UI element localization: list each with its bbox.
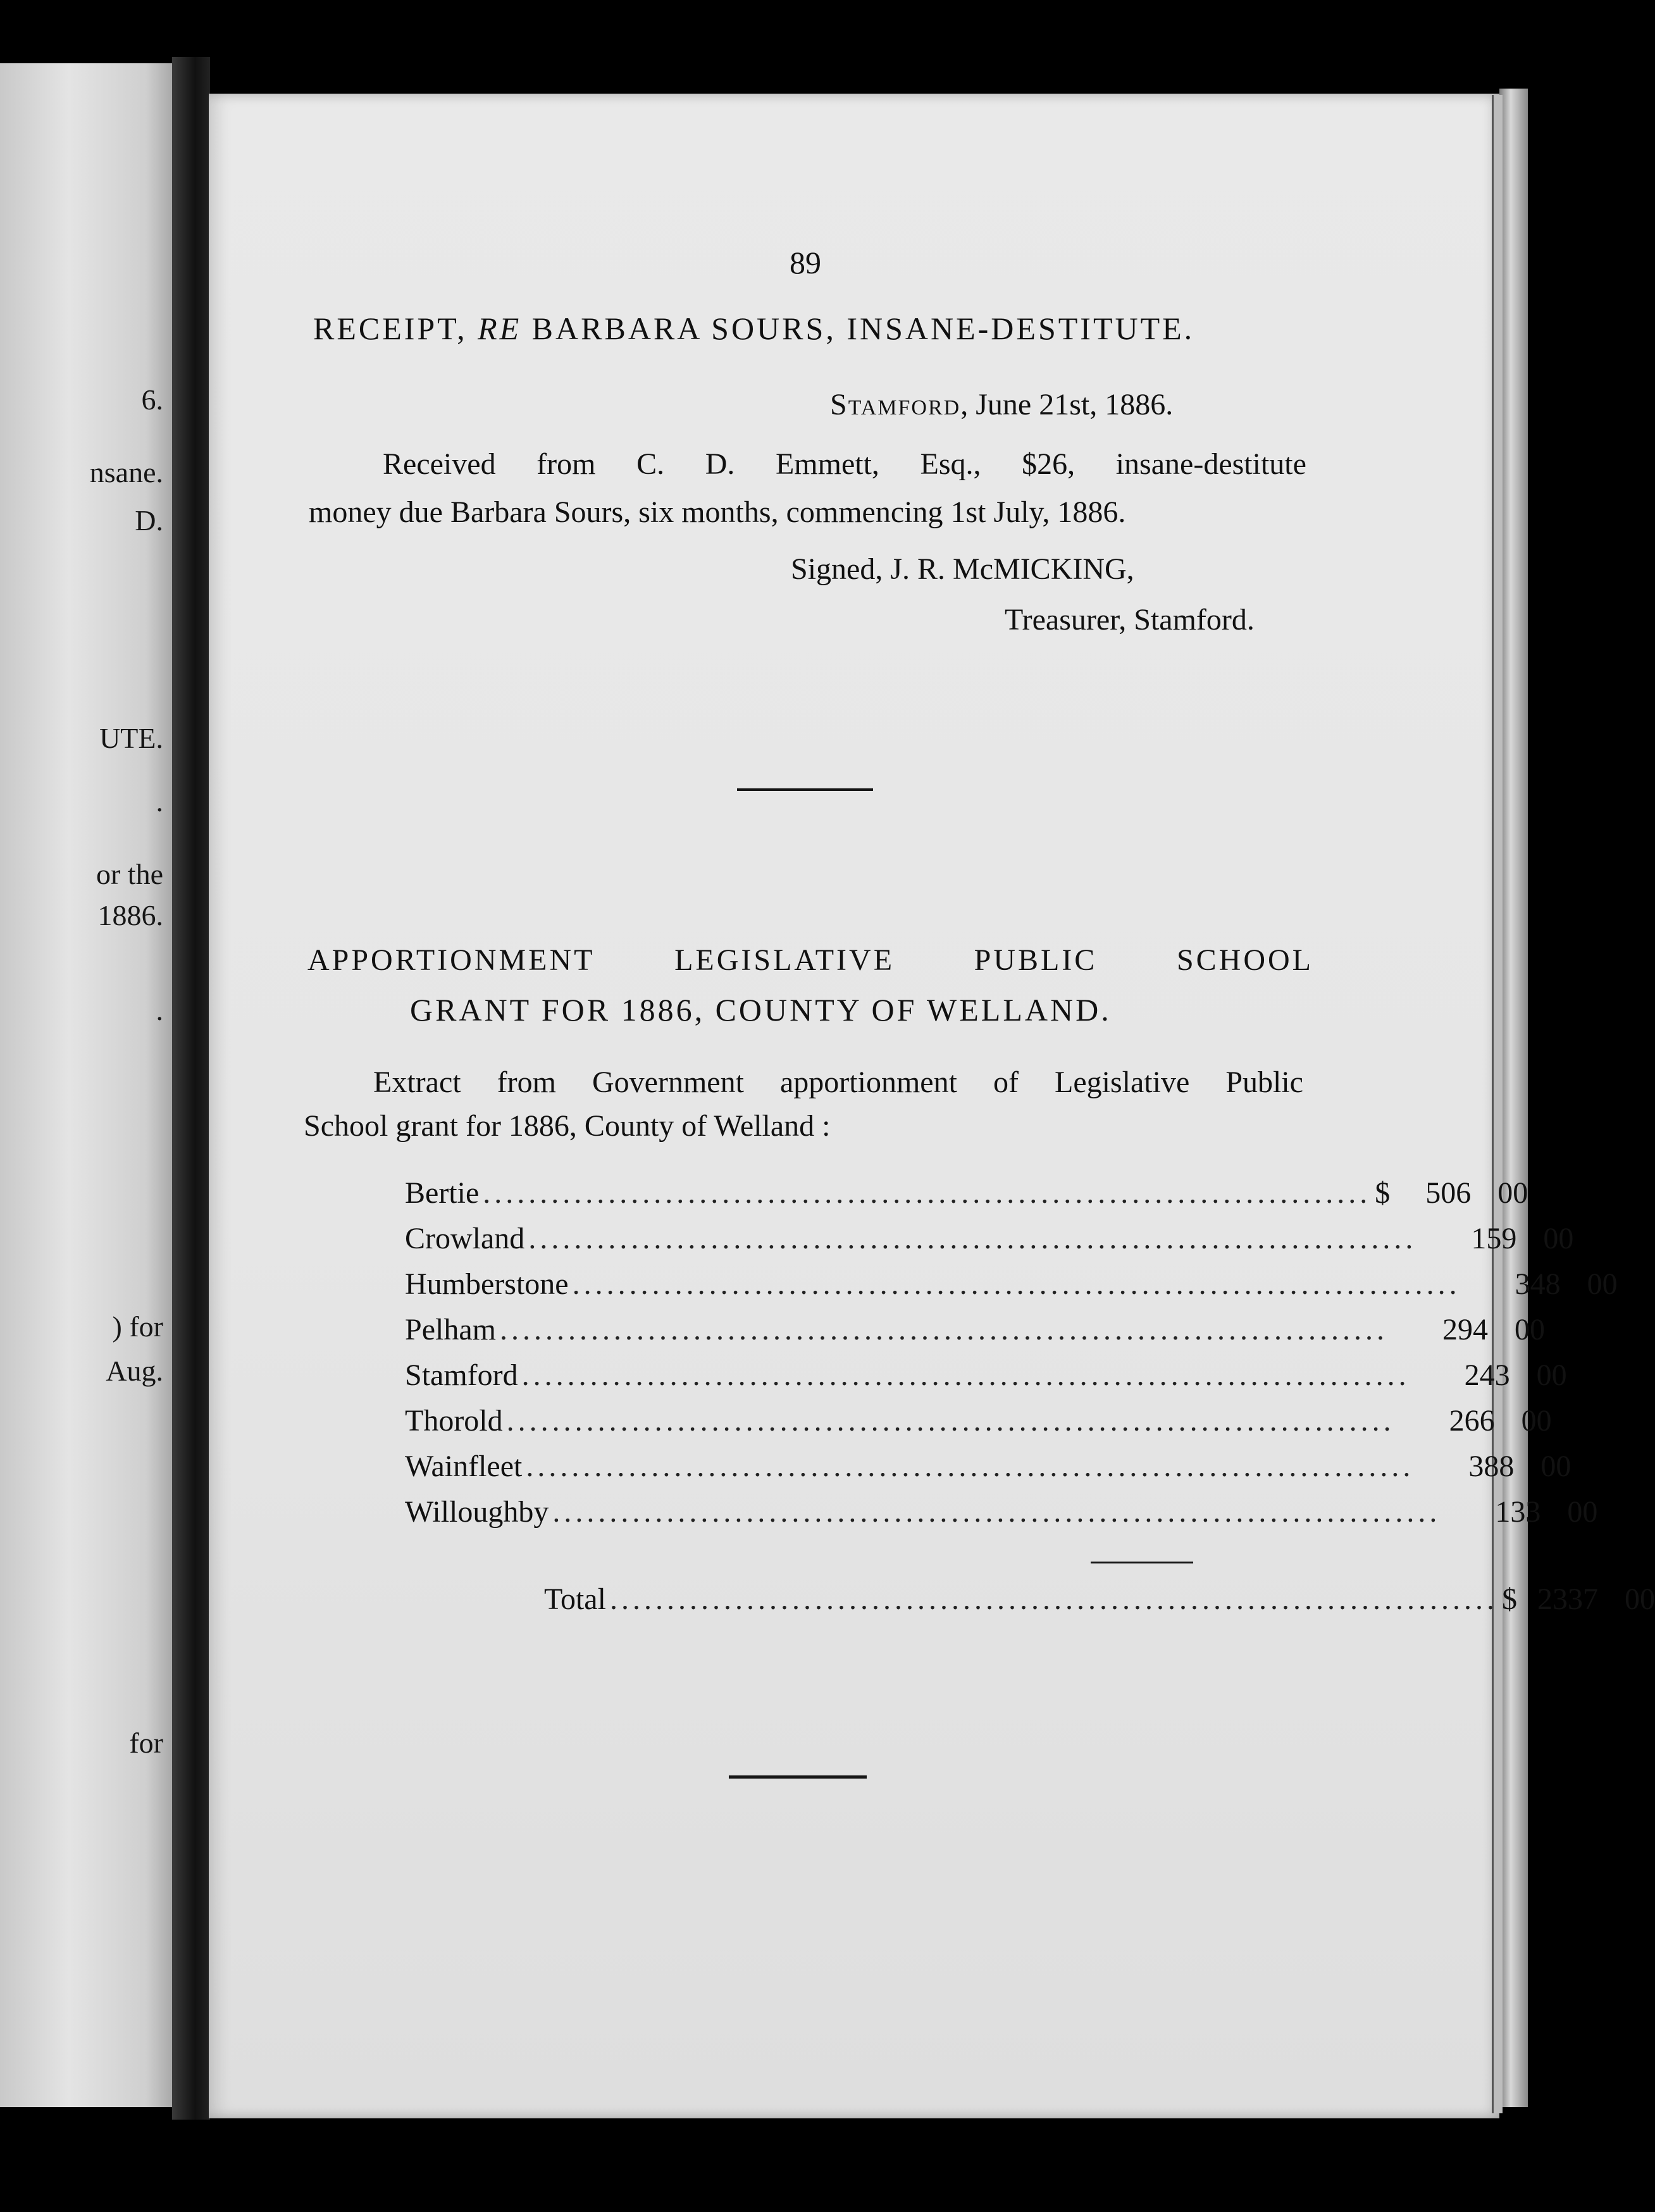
amount-cents: 00 (1587, 1267, 1618, 1301)
amount-dollars: 294 (1442, 1313, 1488, 1346)
currency-sign: $ (1501, 1582, 1517, 1616)
leader-dots: .............................................................................. (528, 1222, 1417, 1255)
amount-cents: 00 (1540, 1450, 1571, 1483)
word: SCHOOL (1176, 943, 1313, 977)
facing-page-fragment: UTE. (99, 722, 163, 754)
leader-dots: .............................................................................. (506, 1404, 1395, 1438)
word: Esq., (920, 447, 981, 481)
word: APPORTIONMENT (307, 943, 595, 977)
leader-dots: .............................................................................. (483, 1176, 1372, 1210)
leader-dots: .............................................................................. (552, 1495, 1441, 1529)
table-row (405, 1221, 1574, 1262)
amount-cents: 00 (1497, 1176, 1528, 1210)
township-name: Pelham (405, 1313, 496, 1346)
facing-page-fragment: or the (96, 858, 163, 890)
word: Government (592, 1066, 744, 1099)
page-number: 89 (790, 245, 821, 280)
receipt-heading (313, 310, 1194, 347)
currency-sign: $ (1375, 1176, 1391, 1210)
leader-dots: .............................................................................. (521, 1358, 1410, 1392)
facing-page-fragment: D. (135, 504, 163, 537)
township-name: Wainfleet (405, 1450, 523, 1483)
amount-dollars: 506 (1425, 1176, 1472, 1210)
facing-page-fragment: 6. (141, 383, 163, 416)
word: $26, (1022, 447, 1075, 481)
word: Legislative (1055, 1066, 1190, 1099)
receipt-heading-re: RE (478, 311, 522, 346)
receipt-heading-suffix: BARBARA SOURS, INSANE-DESTITUTE. (521, 311, 1195, 346)
leader-dots: .............................................................................. (499, 1313, 1388, 1346)
amount-dollars: 243 (1464, 1358, 1510, 1392)
amount-dollars: 159 (1471, 1222, 1517, 1255)
facing-page-fragment: . (156, 785, 163, 817)
word: of (993, 1066, 1019, 1099)
receipt-treasurer: Treasurer, Stamford. (1005, 603, 1255, 637)
facing-page-fragment: Aug. (106, 1355, 163, 1387)
amount-dollars: 133 (1495, 1495, 1541, 1529)
word: Emmett, (775, 447, 879, 481)
facing-page-fragment: ) for (112, 1310, 163, 1343)
word: LEGISLATIVE (674, 943, 895, 977)
amount-cents: 00 (1624, 1582, 1655, 1616)
receipt-text-line-2: money due Barbara Sours, six months, commencing 1st July, 1886. (309, 495, 1126, 529)
table-row (405, 1358, 1567, 1398)
leader-dots: .............................................................................. (572, 1267, 1461, 1301)
amount-cents: 00 (1521, 1404, 1552, 1438)
end-divider (729, 1775, 867, 1779)
word: apportionment (779, 1066, 957, 1099)
amount-dollars: 2337 (1537, 1582, 1598, 1616)
township-name: Thorold (405, 1404, 503, 1438)
apportionment-heading-line-1 (307, 943, 1313, 978)
section-divider (737, 788, 873, 791)
word: Extract (373, 1066, 461, 1099)
apportionment-heading-line-2: GRANT FOR 1886, COUNTY OF WELLAND. (410, 992, 1112, 1028)
word: Public (1225, 1066, 1303, 1099)
table-row (405, 1312, 1545, 1353)
leader-dots: .............................................................................. (609, 1582, 1498, 1616)
word: from (497, 1066, 556, 1099)
page-edge (1492, 95, 1503, 2113)
facing-page-fragment: 1886. (97, 899, 163, 931)
total-row (544, 1582, 1655, 1622)
amount-dollars: 348 (1515, 1267, 1561, 1301)
receipt-signature: Signed, J. R. McMICKING, (791, 552, 1134, 586)
facing-page-fragment: . (156, 994, 163, 1026)
apportionment-intro-line-1 (373, 1065, 1303, 1100)
word: PUBLIC (974, 943, 1098, 977)
amount-cents: 00 (1567, 1495, 1598, 1529)
facing-page (0, 63, 172, 2107)
township-name: Humberstone (405, 1267, 569, 1301)
word: insane-destitute (1115, 447, 1306, 481)
table-row (405, 1403, 1552, 1444)
word: D. (705, 447, 735, 481)
book-gutter (172, 57, 210, 2120)
township-name: Crowland (405, 1222, 525, 1255)
receipt-text-line-1 (383, 447, 1306, 482)
sum-rule (1091, 1562, 1193, 1563)
total-label: Total (544, 1582, 606, 1616)
amount-cents: 00 (1536, 1358, 1567, 1392)
township-name: Willoughby (405, 1495, 549, 1529)
facing-page-fragment: for (129, 1727, 163, 1759)
page-stack-edge (1499, 89, 1528, 2107)
word: C. (636, 447, 665, 481)
receipt-place: Stamford (830, 388, 961, 421)
table-row (405, 1267, 1618, 1307)
word: from (536, 447, 596, 481)
receipt-dateline (830, 387, 1173, 422)
amount-cents: 00 (1543, 1222, 1574, 1255)
receipt-heading-prefix: RECEIPT, (313, 311, 478, 346)
leader-dots: .............................................................................. (526, 1450, 1415, 1483)
table-row (405, 1494, 1598, 1535)
amount-dollars: 266 (1449, 1404, 1495, 1438)
amount-dollars: 388 (1468, 1450, 1515, 1483)
township-name: Bertie (405, 1176, 480, 1210)
township-name: Stamford (405, 1358, 518, 1392)
receipt-date: , June 21st, 1886. (960, 388, 1174, 421)
apportionment-intro-line-2: School grant for 1886, County of Welland : (304, 1109, 831, 1143)
facing-page-fragment: nsane. (89, 456, 163, 488)
word: Received (383, 447, 496, 481)
table-row (405, 1176, 1528, 1216)
amount-cents: 00 (1514, 1313, 1545, 1346)
table-row (405, 1449, 1571, 1489)
